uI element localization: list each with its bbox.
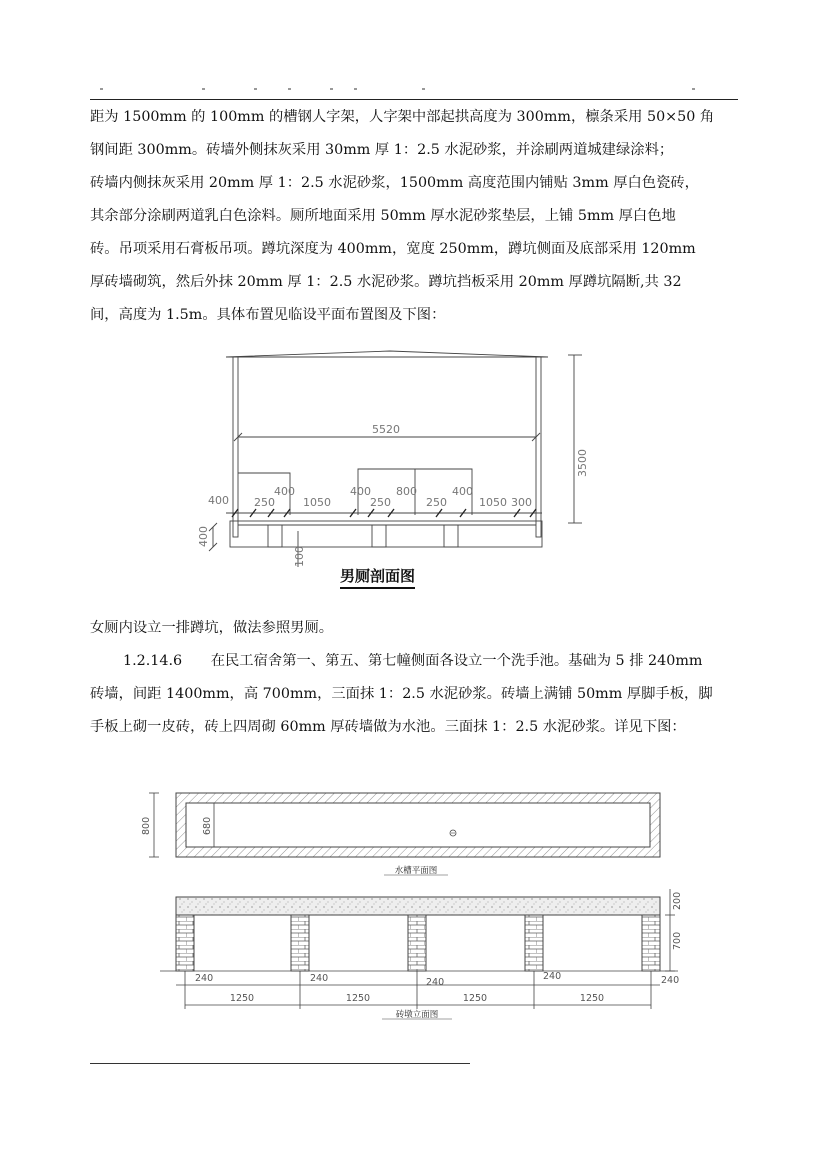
dim-pier: 240 <box>543 971 562 982</box>
dim-1050: 1050 <box>303 496 331 509</box>
dim-plan-outer: 800 <box>141 816 152 835</box>
dim-plan-inner: 680 <box>202 816 213 835</box>
dim-width: 5520 <box>372 423 400 436</box>
section-drawing <box>190 345 610 595</box>
dim-height: 3500 <box>576 449 589 477</box>
header-marks <box>92 84 732 96</box>
text-line: 女厕内设立一排蹲坑，做法参照男厕。 <box>90 620 334 636</box>
dim-800: 800 <box>396 485 417 498</box>
text-line: 间，高度为 1.5m。具体布置见临设平面布置图及下图： <box>90 307 446 323</box>
plan-caption: 水槽平面图 <box>394 866 438 876</box>
dim-400: 400 <box>274 485 295 498</box>
dim-250: 250 <box>370 496 391 509</box>
dim-400: 400 <box>452 485 473 498</box>
dim-400: 400 <box>350 485 371 498</box>
dim-pier: 240 <box>195 973 214 984</box>
footnote-rule <box>90 1063 470 1064</box>
text-line: 手板上砌一皮砖，砖上四周砌 60mm 厚砖墙做为水池。三面抹 1：2.5 水泥砂浆。详见下图： <box>90 719 686 735</box>
dim-spacing: 1250 <box>229 993 255 1004</box>
dim-pier: 240 <box>661 975 680 986</box>
paragraph-wash-basin <box>90 645 742 744</box>
text-line: 砖墙内侧抹灰采用 20mm 厚 1：2.5 水泥砂浆，1500mm 高度范围内铺贴 3mm 厚白色瓷砖， <box>90 175 699 191</box>
figure-wash-basin <box>130 785 700 1030</box>
dim-pier: 240 <box>310 973 329 984</box>
dim-250: 250 <box>254 496 275 509</box>
elevation-caption: 砖墩立面图 <box>395 1010 439 1020</box>
header-rule <box>90 99 738 100</box>
dim-base-400: 400 <box>197 526 210 547</box>
dim-spacing: 1250 <box>579 993 605 1004</box>
dim-top-200: 200 <box>672 891 683 910</box>
dim-spacing: 1250 <box>345 993 371 1004</box>
dim-spacing: 1250 <box>462 993 488 1004</box>
basin-drawing <box>130 785 700 1030</box>
paragraph-womens-toilet <box>90 612 742 645</box>
dim-1050: 1050 <box>479 496 507 509</box>
text-line: 距为 1500mm 的 100mm 的槽钢人字架，人字架中部起拱高度为 300mm，檩条采用 50×50 角 <box>90 109 715 125</box>
text-line: 砖墙，间距 1400mm，高 700mm，三面抹 1：2.5 水泥砂浆。砖墙上满铺 50mm 厚脚手板，脚 <box>90 686 713 702</box>
dim-base-100: 100 <box>293 546 306 567</box>
text-line: 其余部分涂刷两道乳白色涂料。厕所地面采用 50mm 厚水泥砂浆垫层，上铺 5mm 厚白色地 <box>90 208 676 224</box>
dim-300: 300 <box>511 496 532 509</box>
text-line: 厚砖墙砌筑，然后外抹 20mm 厚 1：2.5 水泥砂浆。蹲坑挡板采用 20mm 厚蹲坑隔断,共 32 <box>90 274 682 290</box>
text-line: 钢间距 300mm。砖墙外侧抹灰采用 30mm 厚 1：2.5 水泥砂浆，并涂刷两道城建绿涂料； <box>90 142 674 158</box>
dim-pier: 240 <box>426 977 445 988</box>
text-line: 砖。吊项采用石膏板吊项。蹲坑深度为 400mm，宽度 250mm，蹲坑侧面及底部采用 120mm <box>90 241 696 257</box>
dim-250: 250 <box>426 496 447 509</box>
paragraph-toilet-construction <box>90 101 742 332</box>
dim-height-700: 700 <box>672 931 683 950</box>
figure-mens-toilet-section <box>190 345 610 595</box>
dim-400: 400 <box>208 494 229 507</box>
text-line: 1.2.14.6 在民工宿舍第一、第五、第七幢侧面各设立一个洗手池。基础为 5 排 240mm <box>123 653 703 669</box>
figure-caption: 男厕剖面图 <box>340 565 415 589</box>
